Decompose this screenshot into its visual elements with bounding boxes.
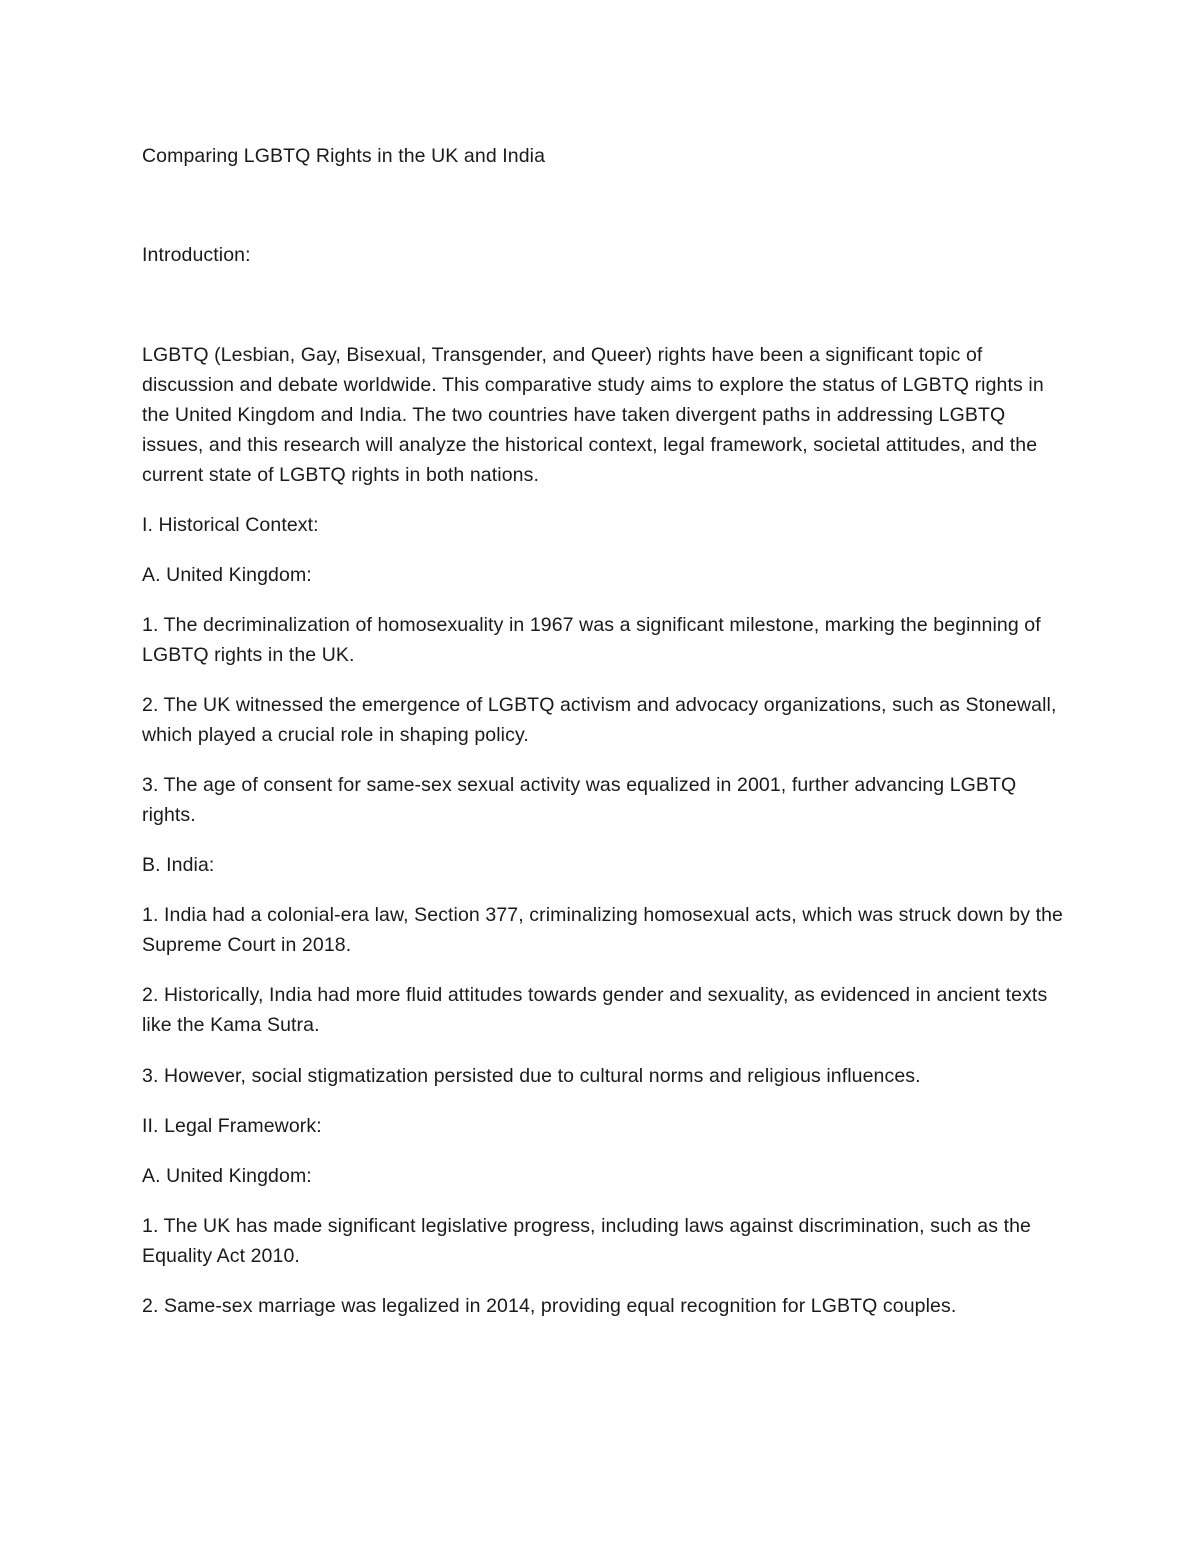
section-1-india-heading: B. India: xyxy=(142,854,215,876)
section-2-uk-heading: A. United Kingdom: xyxy=(142,1165,312,1187)
section-1-india-item-2: 2. Historically, India had more fluid attitudes towards gender and sexuality, as evidenced in ancient texts like the Kama Sutra. xyxy=(142,984,1048,1036)
section-1-heading: I. Historical Context: xyxy=(142,514,319,536)
introduction-paragraph: LGBTQ (Lesbian, Gay, Bisexual, Transgender, and Queer) rights have been a significant topic of discussion and debate worldwide. This comparative study aims to explore the status of LGBTQ rights in the United Kingdom and India. The two countries have taken divergent paths in addressing LGBTQ issues, and this research will analyze the historical context, legal framework, societal attitudes, and the current state of LGBTQ rights in both nations. xyxy=(142,344,1044,486)
section-1-india-item-1: 1. India had a colonial-era law, Section 377, criminalizing homosexual acts, which was struck down by the Supreme Court in 2018. xyxy=(142,904,1063,956)
section-1-india-item-3: 3. However, social stigmatization persisted due to cultural norms and religious influences. xyxy=(142,1065,921,1087)
document-title: Comparing LGBTQ Rights in the UK and India xyxy=(142,145,546,167)
section-1-uk-heading: A. United Kingdom: xyxy=(142,564,312,586)
section-2-heading: II. Legal Framework: xyxy=(142,1115,322,1137)
section-2-uk-item-1: 1. The UK has made significant legislative progress, including laws against discrimination, such as the Equality Act 2010. xyxy=(142,1215,1031,1267)
section-2-uk-item-2: 2. Same-sex marriage was legalized in 2014, providing equal recognition for LGBTQ couples. xyxy=(142,1295,957,1317)
introduction-heading: Introduction: xyxy=(142,244,251,266)
section-1-uk-item-2: 2. The UK witnessed the emergence of LGBTQ activism and advocacy organizations, such as Stonewall, which played a crucial role in shaping policy. xyxy=(142,694,1057,746)
section-1-uk-item-3: 3. The age of consent for same-sex sexual activity was equalized in 2001, further advancing LGBTQ rights. xyxy=(142,774,1017,826)
section-1-uk-item-1: 1. The decriminalization of homosexuality in 1967 was a significant milestone, marking the beginning of LGBTQ rights in the UK. xyxy=(142,614,1041,666)
